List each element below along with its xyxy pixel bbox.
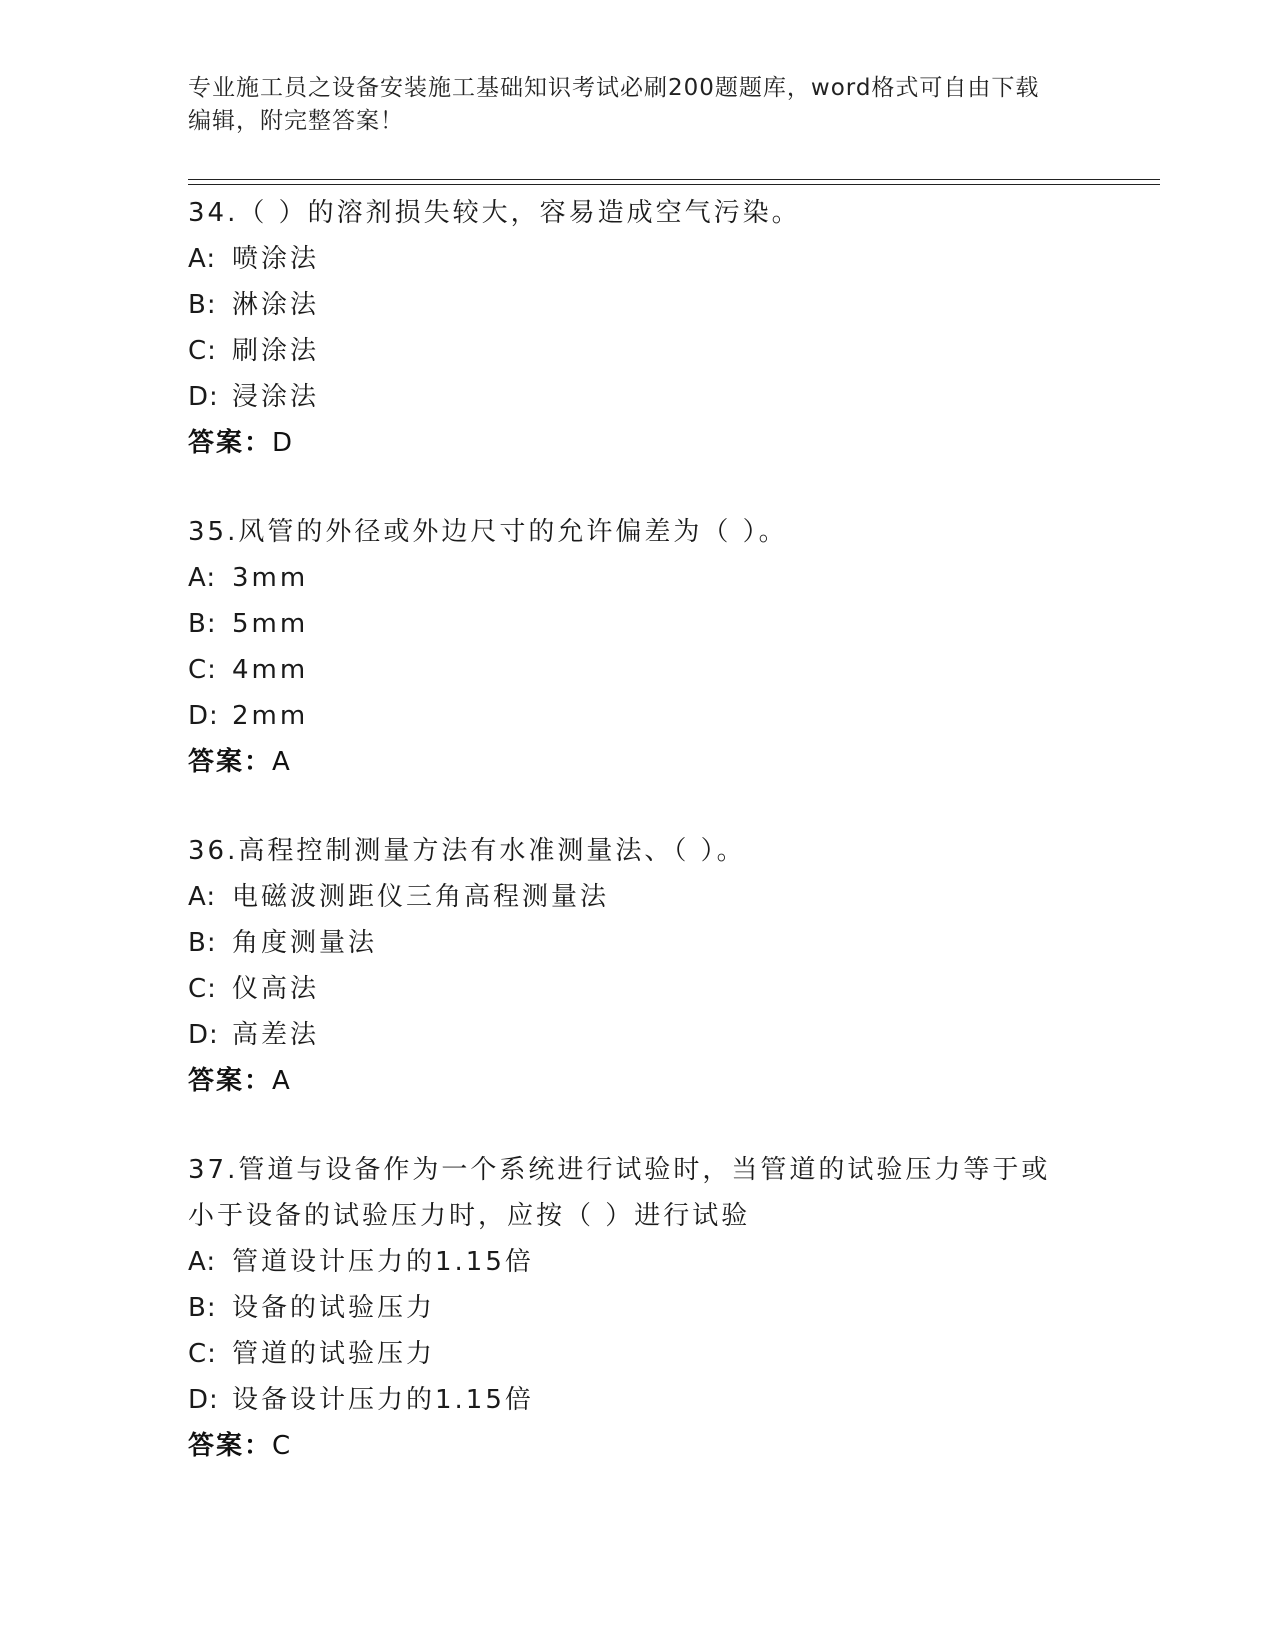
option-text: 高差法 xyxy=(232,1020,320,1050)
answer-line xyxy=(188,1423,1088,1469)
option-letter: C: xyxy=(188,336,217,366)
header-title-line-2: 编辑，附完整答案！ xyxy=(188,108,404,134)
option-text: 刷涂法 xyxy=(232,336,320,366)
option-text: 4mm xyxy=(232,655,309,685)
option-letter: C: xyxy=(188,655,217,685)
option-b xyxy=(188,601,1088,647)
option-letter: B: xyxy=(188,609,217,639)
option-d xyxy=(188,374,1088,420)
option-c xyxy=(188,647,1088,693)
option-b xyxy=(188,920,1088,966)
header-divider-bottom xyxy=(188,184,1160,185)
option-text: 2mm xyxy=(232,701,309,731)
option-text: 浸涂法 xyxy=(232,382,320,412)
question-stem: 37.管道与设备作为一个系统进行试验时，当管道的试验压力等于或小于设备的试验压力时，应按（ ）进行试验 xyxy=(188,1155,1051,1231)
answer-label: 答案： xyxy=(188,1066,273,1096)
option-text: 喷涂法 xyxy=(232,244,320,274)
answer-line xyxy=(188,1058,1088,1104)
option-letter: B: xyxy=(188,290,217,320)
option-c xyxy=(188,328,1088,374)
question-stem: 35.风管的外径或外边尺寸的允许偏差为（ ）。 xyxy=(188,517,788,547)
option-letter: D: xyxy=(188,1020,219,1050)
option-text: 5mm xyxy=(232,609,309,639)
option-text: 淋涂法 xyxy=(232,290,320,320)
option-text: 管道设计压力的1.15倍 xyxy=(232,1247,534,1277)
question-34 xyxy=(188,190,1088,466)
option-c xyxy=(188,1331,1088,1377)
option-letter: D: xyxy=(188,382,219,412)
question-36 xyxy=(188,828,1088,1104)
question-list xyxy=(188,190,1088,1469)
option-letter: A: xyxy=(188,563,217,593)
option-text: 设备的试验压力 xyxy=(232,1293,436,1323)
option-text: 仪高法 xyxy=(232,974,320,1004)
option-letter: A: xyxy=(188,1247,217,1277)
header-divider-top xyxy=(188,179,1160,180)
option-a xyxy=(188,236,1088,282)
option-b xyxy=(188,282,1088,328)
answer-value: A xyxy=(272,747,292,777)
option-letter: B: xyxy=(188,1293,217,1323)
option-text: 角度测量法 xyxy=(232,928,378,958)
question-37 xyxy=(188,1147,1088,1469)
option-a xyxy=(188,1239,1088,1285)
answer-value: D xyxy=(272,428,295,458)
option-letter: B: xyxy=(188,928,217,958)
option-letter: C: xyxy=(188,1339,217,1369)
answer-value: A xyxy=(272,1066,292,1096)
option-text: 管道的试验压力 xyxy=(232,1339,436,1369)
option-letter: C: xyxy=(188,974,217,1004)
answer-label: 答案： xyxy=(188,1431,273,1461)
option-text: 设备设计压力的1.15倍 xyxy=(232,1385,534,1415)
option-text: 3mm xyxy=(232,563,309,593)
option-c xyxy=(188,966,1088,1012)
option-d xyxy=(188,1377,1088,1423)
option-d xyxy=(188,693,1088,739)
option-b xyxy=(188,1285,1088,1331)
question-stem: 34.（ ）的溶剂损失较大，容易造成空气污染。 xyxy=(188,198,801,228)
question-stem: 36.高程控制测量方法有水准测量法、（ ）。 xyxy=(188,836,746,866)
answer-label: 答案： xyxy=(188,428,273,458)
option-d xyxy=(188,1012,1088,1058)
option-a xyxy=(188,874,1088,920)
document-header xyxy=(188,72,1078,138)
option-letter: D: xyxy=(188,701,219,731)
answer-value: C xyxy=(272,1431,293,1461)
answer-line xyxy=(188,739,1088,785)
option-letter: A: xyxy=(188,882,217,912)
option-text: 电磁波测距仪三角高程测量法 xyxy=(232,882,610,912)
question-35 xyxy=(188,509,1088,785)
answer-line xyxy=(188,420,1088,466)
option-a xyxy=(188,555,1088,601)
option-letter: D: xyxy=(188,1385,219,1415)
option-letter: A: xyxy=(188,244,217,274)
answer-label: 答案： xyxy=(188,747,273,777)
header-title-line-1: 专业施工员之设备安装施工基础知识考试必刷200题题库，word格式可自由下载 xyxy=(188,75,1040,101)
